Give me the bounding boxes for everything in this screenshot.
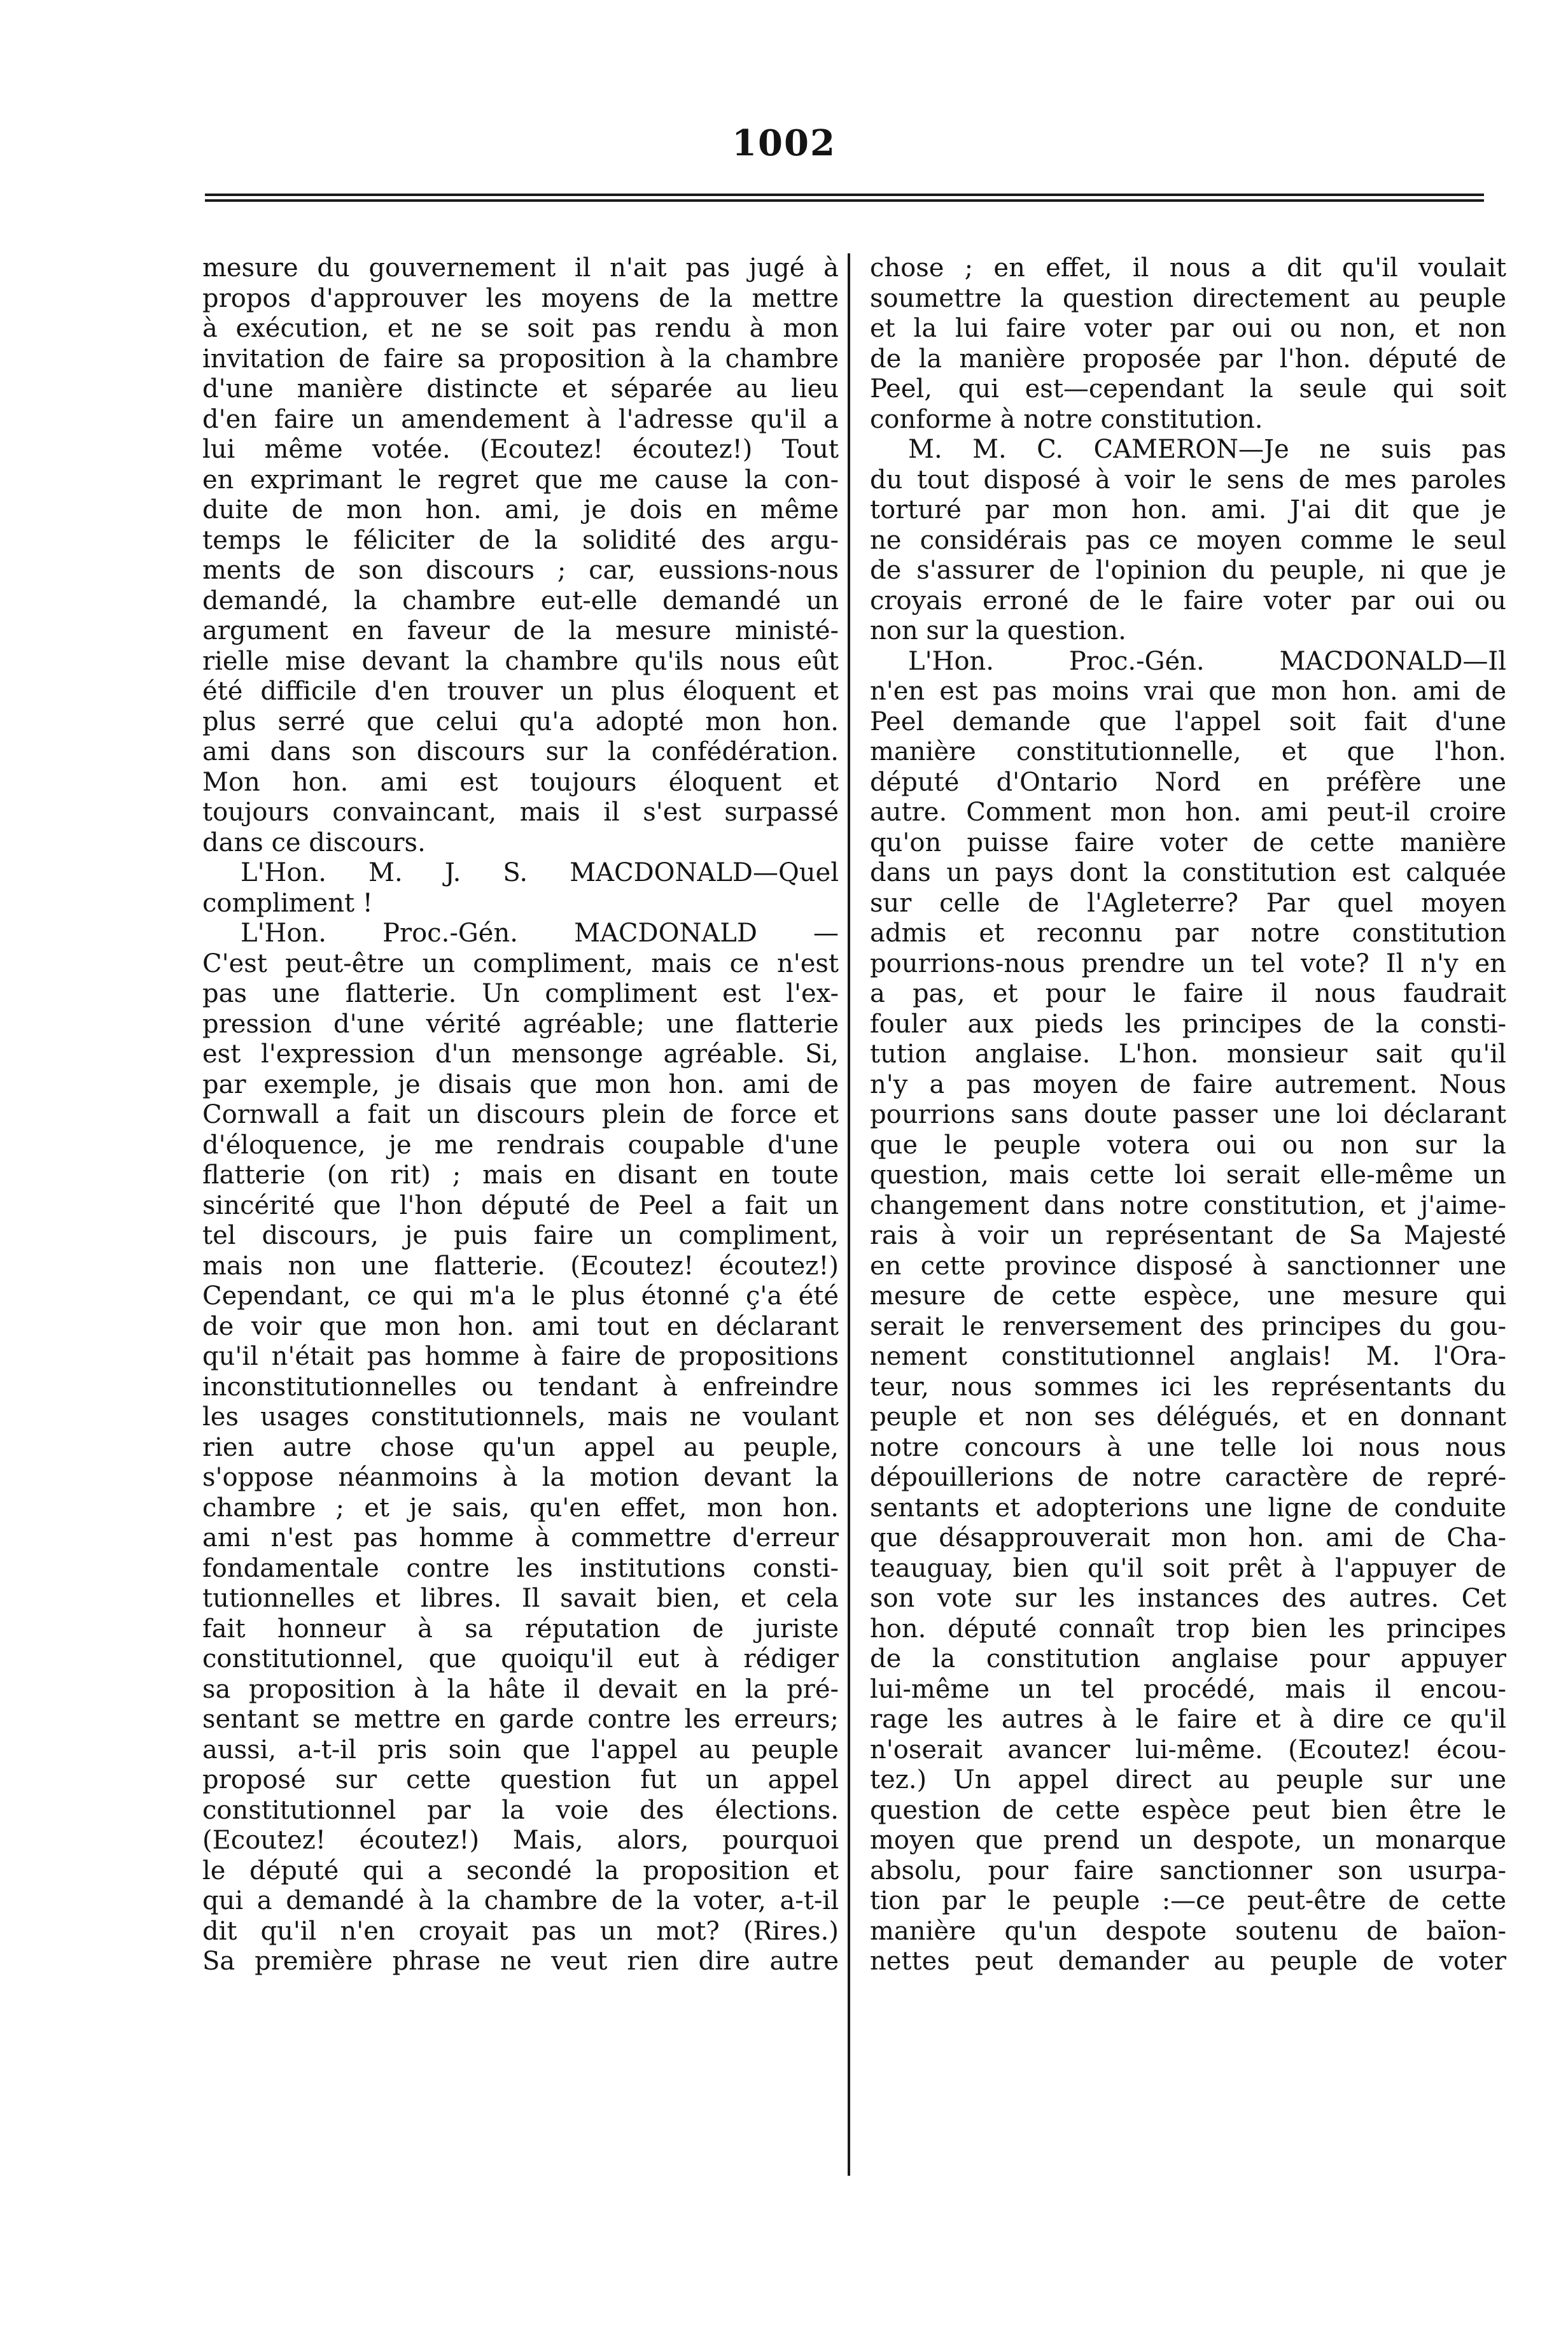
text-line: serait le renversement des principes du gou- — [870, 1311, 1506, 1341]
text-line: que le peuple votera oui ou non sur la — [870, 1130, 1506, 1160]
text-line: et la lui faire voter par oui ou non, et non — [870, 314, 1506, 343]
text-line: mesure du gouvernement il n'ait pas jugé à — [202, 253, 839, 283]
text-line: député d'Ontario Nord en préfère une — [870, 767, 1506, 797]
text-line: lui même votée. (Ecoutez! écoutez!) Tout — [202, 435, 839, 464]
text-line: sur celle de l'Agleterre? Par quel moyen — [870, 888, 1506, 918]
text-line: dit qu'il n'en croyait pas un mot? (Rires.) — [202, 1916, 839, 1946]
text-line: d'une manière distincte et séparée au lieu — [202, 374, 839, 404]
text-line: fondamentale contre les institutions consti- — [202, 1553, 839, 1583]
text-line: n'en est pas moins vrai que mon hon. ami de — [870, 677, 1506, 706]
text-line: admis et reconnu par notre constitution — [870, 919, 1506, 948]
text-line: chose ; en effet, il nous a dit qu'il voulait — [870, 253, 1506, 283]
text-line: compliment ! — [202, 888, 373, 918]
text-line: de s'assurer de l'opinion du peuple, ni que je — [870, 556, 1506, 585]
text-line: toujours convaincant, mais il s'est surpassé — [202, 798, 839, 827]
text-line: est l'expression d'un mensonge agréable. Si, — [202, 1040, 839, 1069]
page-number: 1002 — [732, 122, 836, 164]
text-line: qu'il n'était pas homme à faire de propositions — [202, 1342, 839, 1371]
text-line: chambre ; et je sais, qu'en effet, mon hon. — [202, 1493, 839, 1523]
text-line: rais à voir un représentant de Sa Majesté — [870, 1221, 1506, 1250]
text-line: temps le féliciter de la solidité des argu- — [202, 525, 839, 555]
text-line: sincérité que l'hon député de Peel a fait un — [202, 1190, 839, 1220]
text-line: demandé, la chambre eut-elle demandé un — [202, 586, 839, 616]
text-line: été difficile d'en trouver un plus éloquent et — [202, 677, 839, 706]
text-line: s'oppose néanmoins à la motion devant la — [202, 1463, 839, 1492]
text-line: duite de mon hon. ami, je dois en même — [202, 495, 839, 525]
left-text-column — [202, 253, 839, 1977]
text-line: mesure de cette espèce, une mesure qui — [870, 1281, 1506, 1311]
text-line: que désapprouverait mon hon. ami de Cha- — [870, 1523, 1506, 1553]
text-line: dépouillerions de notre caractère de repré- — [870, 1463, 1506, 1492]
text-line: teur, nous sommes ici les représentants du — [870, 1372, 1506, 1402]
text-line: qui a demandé à la chambre de la voter, a-t-il — [202, 1886, 839, 1915]
text-line: lui-même un tel procédé, mais il encou- — [870, 1674, 1506, 1704]
header-double-rule — [205, 194, 1484, 206]
text-line: tutionnelles et libres. Il savait bien, et cela — [202, 1584, 839, 1613]
text-line: d'en faire un amendement à l'adresse qu'il a — [202, 404, 839, 434]
text-line: son vote sur les instances des autres. Cet — [870, 1584, 1506, 1613]
text-line: les usages constitutionnels, mais ne voulant — [202, 1402, 839, 1432]
text-line: Mon hon. ami est toujours éloquent et — [202, 767, 839, 797]
text-line: teauguay, bien qu'il soit prêt à l'appuyer de — [870, 1553, 1506, 1583]
text-line: rielle mise devant la chambre qu'ils nous eût — [202, 646, 839, 676]
header-rule-upper — [205, 194, 1484, 196]
text-line: notre concours à une telle loi nous nous — [870, 1432, 1506, 1462]
text-line: à exécution, et ne se soit pas rendu à mon — [202, 314, 839, 343]
text-line: inconstitutionnelles ou tendant à enfreindre — [202, 1372, 839, 1402]
text-line: argument en faveur de la mesure ministé- — [202, 616, 839, 645]
text-line: L'Hon. Proc.-Gén. MACDONALD—Il — [908, 646, 1506, 676]
text-line: d'éloquence, je me rendrais coupable d'une — [202, 1130, 839, 1160]
text-line: sentant se mettre en garde contre les erreurs; — [202, 1705, 839, 1734]
text-line: L'Hon. M. J. S. MACDONALD—Quel — [241, 858, 839, 887]
text-line: du tout disposé à voir le sens de mes paroles — [870, 465, 1506, 495]
text-line: pourrions sans doute passer une loi déclarant — [870, 1100, 1506, 1129]
text-line: absolu, pour faire sanctionner son usurpa- — [870, 1856, 1506, 1885]
text-line: L'Hon. Proc.-Gén. MACDONALD — — [241, 919, 839, 948]
text-line: par exemple, je disais que mon hon. ami de — [202, 1069, 839, 1099]
text-line: rien autre chose qu'un appel au peuple, — [202, 1432, 839, 1462]
text-line: nement constitutionnel anglais! M. l'Ora- — [870, 1342, 1506, 1371]
text-line: tel discours, je puis faire un compliment, — [202, 1221, 839, 1250]
text-line: hon. député connaît trop bien les principes — [870, 1614, 1506, 1644]
text-line: en cette province disposé à sanctionner une — [870, 1251, 1506, 1281]
text-line: Cornwall a fait un discours plein de force et — [202, 1100, 839, 1129]
text-line: tion par le peuple :—ce peut-être de cette — [870, 1886, 1506, 1915]
text-line: question, mais cette loi serait elle-même un — [870, 1160, 1506, 1190]
text-line: fouler aux pieds les principes de la consti- — [870, 1009, 1506, 1039]
text-line: non sur la question. — [870, 616, 1126, 645]
text-line: ami dans son discours sur la confédération. — [202, 737, 839, 766]
text-line: peuple et non ses délégués, et en donnant — [870, 1402, 1506, 1432]
text-line: C'est peut-être un compliment, mais ce n'est — [202, 948, 839, 978]
text-line: invitation de faire sa proposition à la chambre — [202, 344, 839, 374]
text-line: en exprimant le regret que me cause la con- — [202, 465, 839, 495]
text-line: qu'on puisse faire voter de cette manière — [870, 828, 1506, 857]
text-line: rage les autres à le faire et à dire ce qu'il — [870, 1705, 1506, 1734]
text-line: aussi, a-t-il pris soin que l'appel au peuple — [202, 1735, 839, 1765]
text-line: pression d'une vérité agréable; une flatterie — [202, 1009, 839, 1039]
text-line: propos d'approuver les moyens de la mettre — [202, 283, 839, 313]
text-line: nettes peut demander au peuple de voter — [870, 1947, 1506, 1976]
text-line: Peel, qui est—cependant la seule qui soit — [870, 374, 1506, 404]
text-line: manière constitutionnelle, et que l'hon. — [870, 737, 1506, 766]
text-line: sentants et adopterions une ligne de conduite — [870, 1493, 1506, 1523]
text-line: n'y a pas moyen de faire autrement. Nous — [870, 1069, 1506, 1099]
text-line: pas une flatterie. Un compliment est l'ex- — [202, 979, 839, 1008]
text-line: tez.) Un appel direct au peuple sur une — [870, 1765, 1506, 1794]
text-line: conforme à notre constitution. — [870, 404, 1263, 434]
text-line: constitutionnel, que quoiqu'il eut à rédiger — [202, 1644, 839, 1674]
text-line: plus serré que celui qu'a adopté mon hon. — [202, 707, 839, 737]
text-line: flatterie (on rit) ; mais en disant en toute — [202, 1160, 839, 1190]
text-line: tution anglaise. L'hon. monsieur sait qu'il — [870, 1040, 1506, 1069]
right-text-column — [870, 253, 1506, 1977]
text-line: de la manière proposée par l'hon. député de — [870, 344, 1506, 374]
text-line: proposé sur cette question fut un appel — [202, 1765, 839, 1794]
text-line: ments de son discours ; car, eussions-nous — [202, 556, 839, 585]
text-line: moyen que prend un despote, un monarque — [870, 1826, 1506, 1855]
text-line: sa proposition à la hâte il devait en la pré- — [202, 1674, 839, 1704]
text-line: ne considérais pas ce moyen comme le seul — [870, 525, 1506, 555]
text-line: M. M. C. CAMERON—Je ne suis pas — [908, 435, 1506, 464]
text-line: constitutionnel par la voie des élections. — [202, 1795, 839, 1825]
text-line: fait honneur à sa réputation de juriste — [202, 1614, 839, 1644]
text-line: changement dans notre constitution, et j'aime- — [870, 1190, 1506, 1220]
text-line: pourrions-nous prendre un tel vote? Il n'y en — [870, 948, 1506, 978]
text-line: soumettre la question directement au peuple — [870, 283, 1506, 313]
text-line: torturé par mon hon. ami. J'ai dit que je — [870, 495, 1506, 525]
text-line: mais non une flatterie. (Ecoutez! écoutez!) — [202, 1251, 839, 1281]
text-line: le député qui a secondé la proposition et — [202, 1856, 839, 1885]
text-line: a pas, et pour le faire il nous faudrait — [870, 979, 1506, 1008]
text-line: dans ce discours. — [202, 828, 426, 857]
text-line: dans un pays dont la constitution est calquée — [870, 858, 1506, 887]
text-line: Sa première phrase ne veut rien dire autre — [202, 1947, 839, 1976]
text-line: de la constitution anglaise pour appuyer — [870, 1644, 1506, 1674]
text-line: question de cette espèce peut bien être le — [870, 1795, 1506, 1825]
text-line: de voir que mon hon. ami tout en déclarant — [202, 1311, 839, 1341]
text-line: manière qu'un despote soutenu de baïon- — [870, 1916, 1506, 1946]
text-line: n'oserait avancer lui-même. (Ecoutez! écou- — [870, 1735, 1506, 1765]
text-line: (Ecoutez! écoutez!) Mais, alors, pourquoi — [202, 1826, 839, 1855]
column-divider — [848, 253, 850, 2176]
text-line: croyais erroné de le faire voter par oui ou — [870, 586, 1506, 616]
text-line: Peel demande que l'appel soit fait d'une — [870, 707, 1506, 737]
text-line: Cependant, ce qui m'a le plus étonné ç'a été — [202, 1281, 839, 1311]
text-line: ami n'est pas homme à commettre d'erreur — [202, 1523, 839, 1553]
text-line: autre. Comment mon hon. ami peut-il croire — [870, 798, 1506, 827]
header-rule-lower — [205, 199, 1484, 202]
